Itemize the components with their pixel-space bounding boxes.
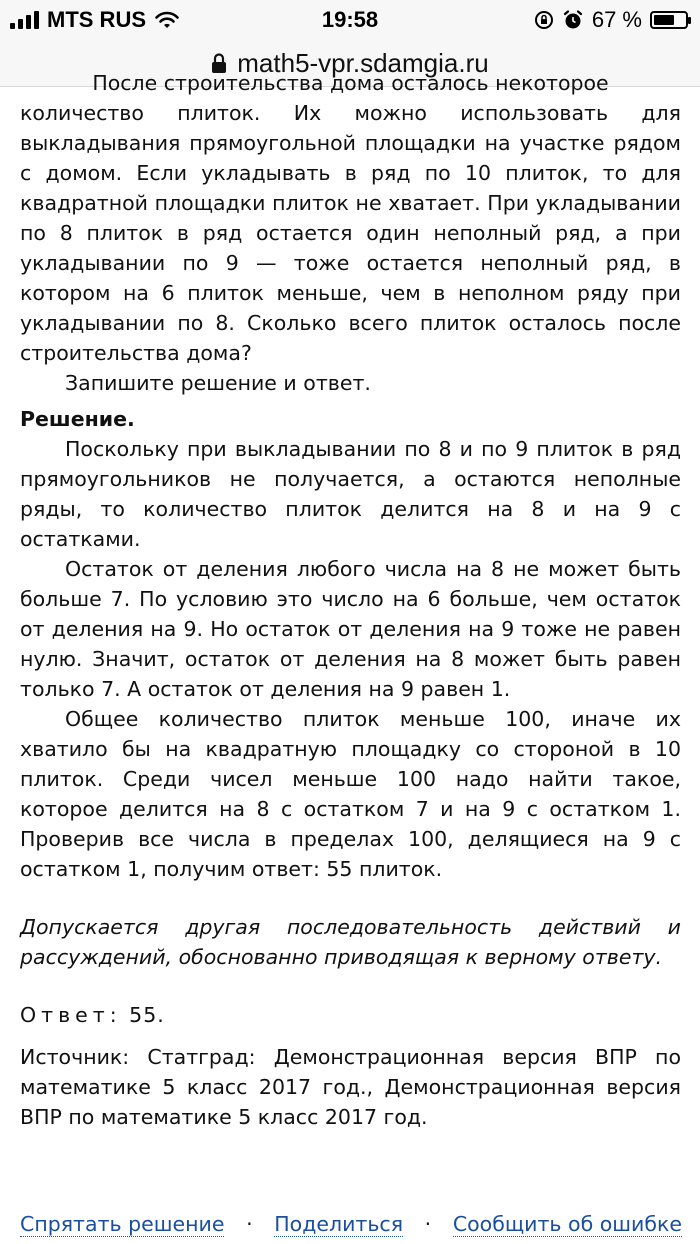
- share-link[interactable]: Поделиться: [274, 1212, 404, 1236]
- link-separator: ·: [246, 1212, 253, 1236]
- battery-percent: 67 %: [591, 7, 642, 32]
- problem-instruction: Запишите решение и ответ.: [65, 371, 371, 395]
- status-right: [534, 7, 688, 33]
- solution-note: Допускается другая последовательность действий и рассуждений, обоснованно приводящая к верному ответу.: [20, 915, 681, 969]
- battery-icon: [650, 11, 688, 29]
- solution-paragraph: Поскольку при выкладывании по 8 и по 9 плиток в ряд прямоугольников не получается, а остаются неполные ряды, то количество плиток делится на 8 и на 9 с остатками.: [20, 437, 681, 551]
- alarm-icon: [562, 9, 584, 31]
- answer-label: Ответ:: [20, 1003, 122, 1027]
- url-text[interactable]: math5-vpr.sdamgia.ru: [237, 47, 489, 78]
- carrier-name: MTS RUS: [47, 7, 146, 32]
- orientation-lock-icon: [534, 10, 554, 30]
- status-bar: [0, 0, 700, 40]
- problem-content: [20, 68, 681, 1132]
- problem-clipped-line: После строительства дома осталось некоторое: [92, 71, 609, 95]
- battery-fill: [654, 15, 674, 25]
- solution-paragraph: Остаток от деления любого числа на 8 не может быть больше 7. По условию это число на 6 больше, чем остаток от деления на 9. Но остаток от деления на 9 тоже не равен нулю. Значит, остаток от деления на 8 может быть равен только 7. А остаток от деления на 9 равен 1.: [20, 557, 681, 701]
- solution-paragraph: Общее количество плиток меньше 100, иначе их хватило бы на квадратную площадку со стороной в 10 плиток. Среди чисел меньше 100 надо найти такое, которое делится на 8 с остатком 7 и на 9 с остатком 1. Проверив все числа в пределах 100, делящиеся на 9 с остатком 1, получим ответ: 55 плиток.: [20, 707, 681, 881]
- report-error-link[interactable]: Сообщить об ошибке: [452, 1212, 682, 1236]
- solution-heading: Решение.: [20, 407, 135, 431]
- answer-value: 55.: [129, 1003, 165, 1027]
- status-time: 19:58: [321, 7, 379, 32]
- link-separator: ·: [424, 1212, 432, 1236]
- solution-links: [20, 1212, 682, 1237]
- source-text: Источник: Статград: Демонстрационная версия ВПР по математике 5 класс 2017 год., Демонстрационная версия ВПР по математике 5 класс 2017 год.: [20, 1045, 681, 1129]
- answer-line: [20, 1000, 681, 1030]
- problem-text: количество плиток. Их можно использовать для выкладывания прямоугольной площадки на участке рядом с домом. Если укладывать в ряд по 10 плиток, то для квадратной площадки плиток не хватает. При укладывании по 8 плиток в ряд остается один неполный ряд, а при укладывании по 9 — тоже остается неполный ряд, в котором на 6 плиток меньше, чем в неполном ряду при укладывании по 8. Сколько всего плиток осталось после строительства дома?: [20, 101, 681, 365]
- hide-solution-link[interactable]: Спрятать решение: [20, 1212, 225, 1236]
